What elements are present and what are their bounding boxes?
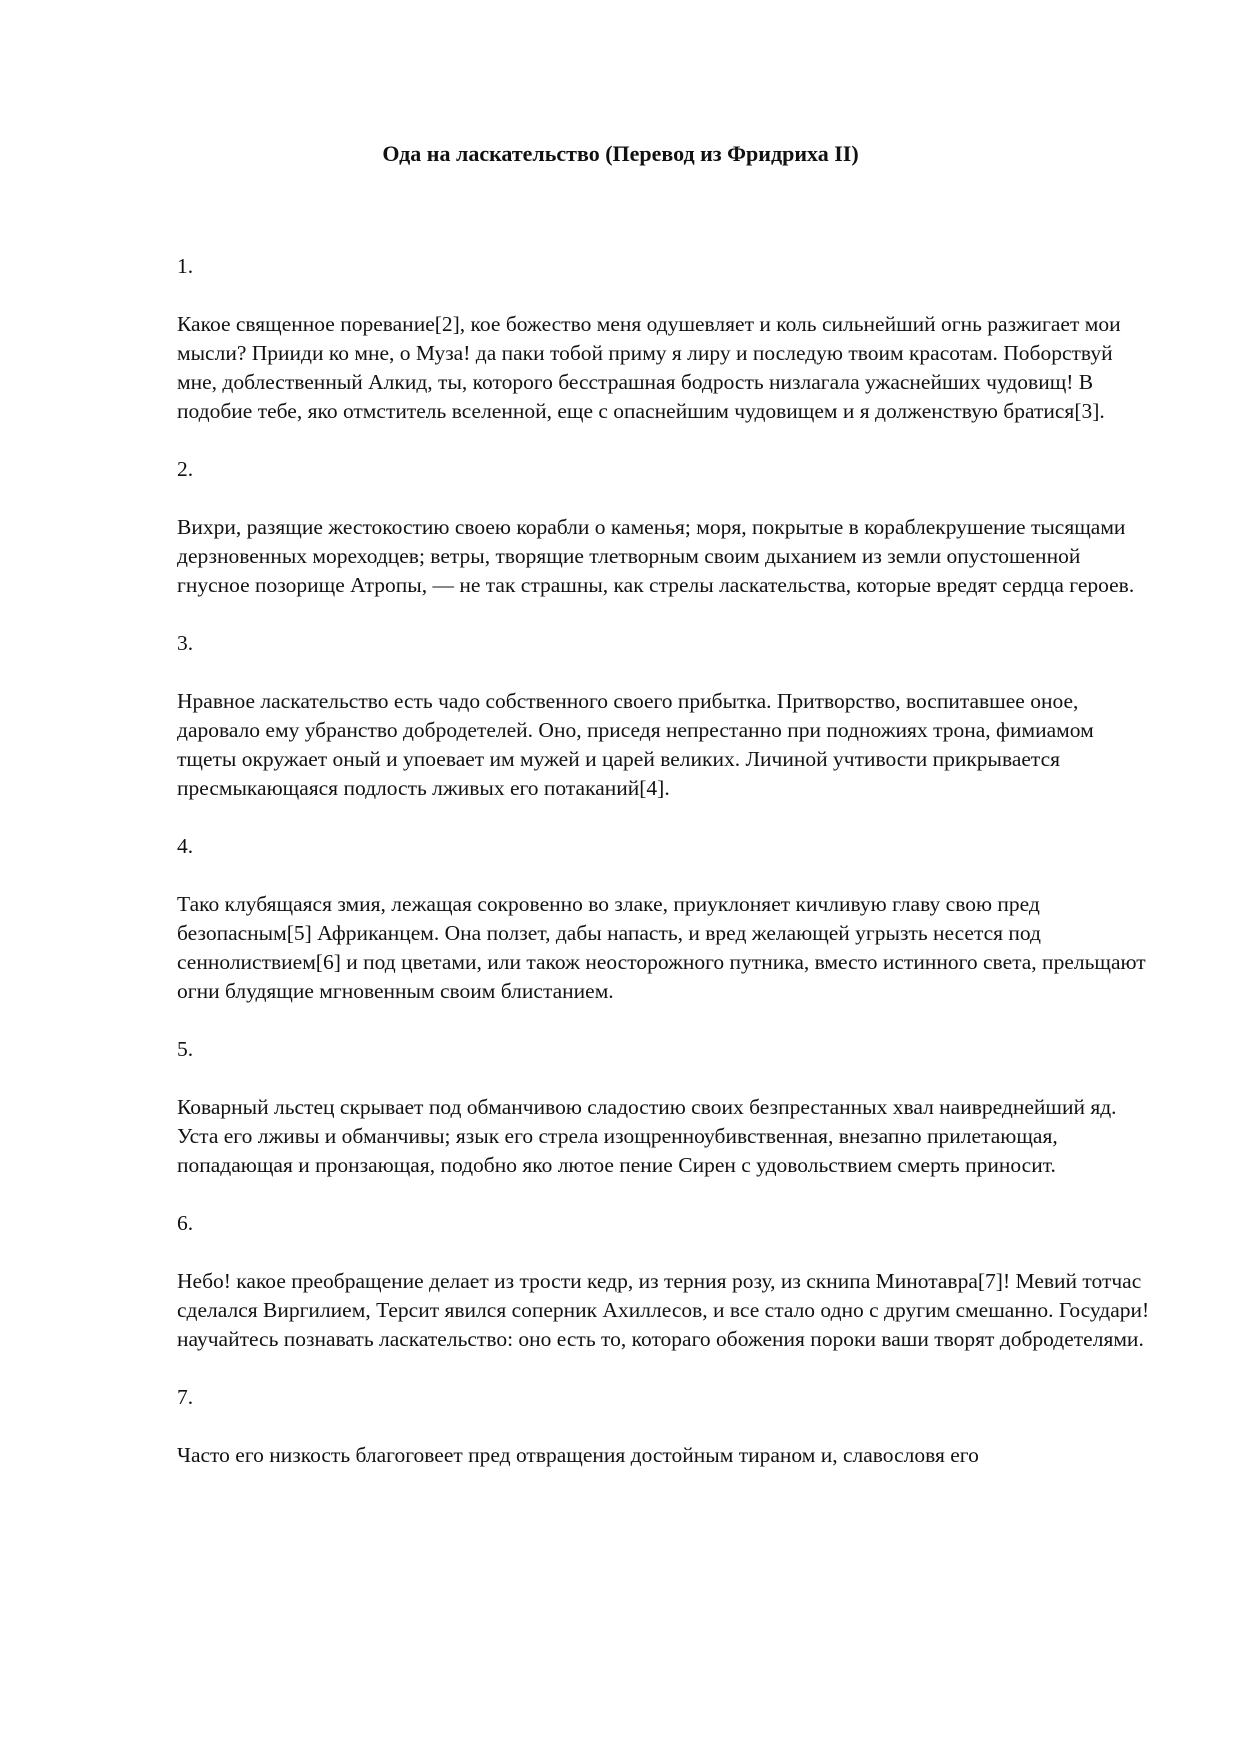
stanza (177, 1209, 1157, 1354)
stanza-number: 1. (177, 254, 194, 278)
document-body (177, 252, 1157, 1470)
stanza-text: Тако клубящаяся змия, лежащая сокровенно во злаке, приуклоняет кичливую главу свою пред безопасным[5] Африканцем. Она ползет, дабы напасть, и вред желающей угрызть несется под сеннолиствием[6] и под цветами, или також неосторожного путника, вместо истинного света, прельщают огни блудящие мгновенным своим блистанием. (177, 892, 1146, 1003)
stanza (177, 252, 1157, 426)
stanza-number: 7. (177, 1385, 194, 1409)
stanza-number: 2. (177, 457, 194, 481)
document-title: Ода на ласкательство (Перевод из Фридриха II) (382, 141, 859, 166)
stanza-number: 4. (177, 834, 194, 858)
stanza-text: Коварный льстец скрывает под обманчивою сладостию своих безпрестанных хвал наивреднейший яд. Уста его лживы и обманчивы; язык его стрела изощренноубивственная, внезапно прилетающая, попадающая и пронзающая, подобно яко лютое пение Сирен с удовольствием смерть приносит. (177, 1095, 1117, 1177)
stanza (177, 1383, 1157, 1470)
stanza (177, 455, 1157, 600)
stanza-text: Нравное ласкательство есть чадо собственного своего прибытка. Притворство, воспитавшее оное, даровало ему убранство добродетелей. Оно, приседя непрестанно при подножиях трона, фимиамом тщеты окружает оный и упоевает им мужей и царей великих. Личиной учтивости прикрывается пресмыкающаяся подлость лживых его потаканий[4]. (177, 689, 1094, 800)
stanza-number: 6. (177, 1211, 194, 1235)
stanza (177, 1035, 1157, 1180)
stanza-text: Вихри, разящие жестокостию своею корабли о каменья; моря, покрытые в кораблекрушение тысящами дерзновенных мореходцев; ветры, творящие тлетворным своим дыханием из земли опустошенной гнусное позорище Атропы, — не так страшны, как стрелы ласкательства, которые вредят сердца героев. (177, 515, 1135, 597)
stanza (177, 832, 1157, 1006)
stanza (177, 629, 1157, 803)
stanza-text: Часто его низкость благоговеет пред отвращения достойным тираном и, славословя его (177, 1443, 979, 1467)
stanza-number: 5. (177, 1037, 194, 1061)
stanza-text: Какое священное поревание[2], кое божество меня одушевляет и коль сильнейший огнь разжигает мои мысли? Прииди ко мне, о Муза! да паки тобой приму я лиру и последую твоим красотам. Поборствуй мне, доблественный Алкид, ты, которого бесстрашная бодрость низлагала ужаснейших чудовищ! В подобие тебе, яко отмститель вселенной, еще с опаснейшим чудовищем и я долженствую братися[3]. (177, 312, 1121, 423)
stanza-text: Небо! какое преобращение делает из трости кедр, из терния розу, из скнипа Минотавра[7]! Мевий тотчас сделался Виргилием, Терсит явился соперник Ахиллесов, и все стало одно с другим смешанно. Государи! научайтесь познавать ласкательство: оно есть то, котораго обожения пороки ваши творят добродетелями. (177, 1269, 1150, 1351)
stanza-number: 3. (177, 631, 194, 655)
